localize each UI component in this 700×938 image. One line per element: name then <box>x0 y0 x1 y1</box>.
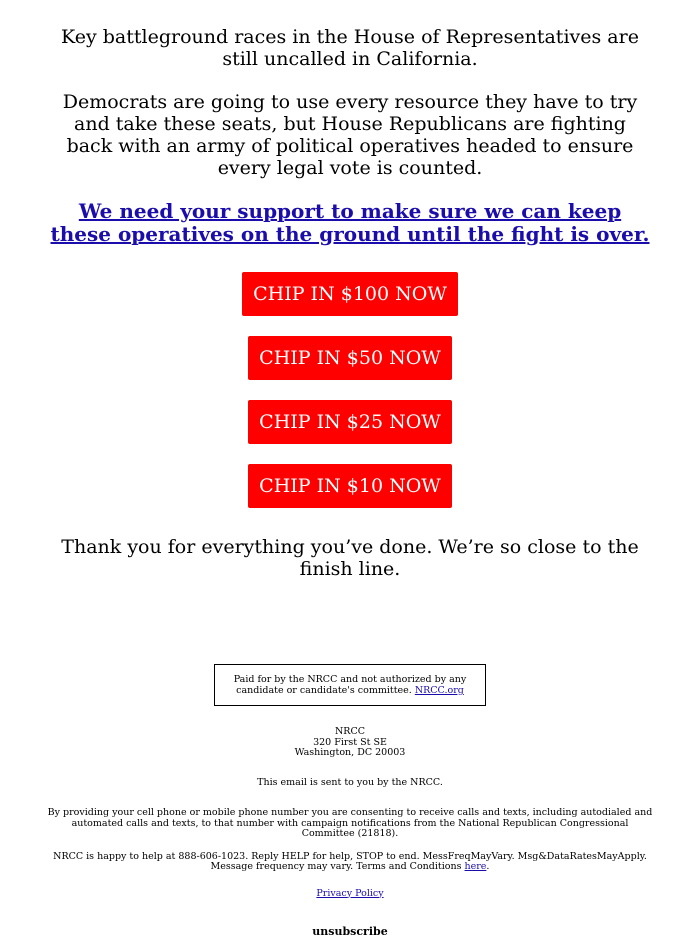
unsubscribe-section <box>50 925 650 938</box>
chip-in-50-button[interactable]: CHIP IN $50 NOW <box>248 336 452 380</box>
mailing-address <box>50 727 650 759</box>
help-text-body: NRCC is happy to help at 888-606-1023. Reply HELP for help, STOP to end. MessFreqMayVary. Msg&DataRatesMayApply. Message frequency may vary. Terms and Conditions <box>53 850 647 872</box>
nrcc-site-link[interactable]: NRCC.org <box>414 685 464 696</box>
donation-buttons <box>50 272 650 528</box>
chip-in-25-button[interactable]: CHIP IN $25 NOW <box>248 400 452 444</box>
address-line-3: Washington, DC 20003 <box>294 747 406 758</box>
chip-in-10-button[interactable]: CHIP IN $10 NOW <box>248 464 452 508</box>
address-line-2: 320 First St SE <box>313 736 387 748</box>
privacy-policy-link[interactable]: Privacy Policy <box>316 887 384 899</box>
sent-notice: This email is sent to you by the NRCC. <box>257 776 443 788</box>
intro-paragraph-2: Democrats are going to use every resource they have to try and take these seats, but House Republicans are fighting back with an army of political operatives headed to ensure every legal vote is counted. <box>62 91 638 179</box>
unsubscribe-link[interactable]: unsubscribe <box>312 925 388 938</box>
email-body <box>47 0 653 938</box>
support-callout-link[interactable]: We need your support to make sure we can keep these operatives on the ground until the fight is over. <box>50 199 650 246</box>
terms-link[interactable]: here <box>464 861 487 872</box>
chip-in-100-button[interactable]: CHIP IN $100 NOW <box>242 272 458 316</box>
paid-for-text: Paid for by the NRCC and not authorized by any candidate or candidate's committee. <box>233 674 467 696</box>
paid-for-disclaimer <box>214 664 486 706</box>
sms-consent-text: By providing your cell phone or mobile phone number you are consenting to receive calls and texts, including autodialed and automated calls and texts, to that number with campaign notifications from the National Republican Congressional Committee (21818). <box>47 807 653 839</box>
thank-you-message: Thank you for everything you’ve done. We’re so close to the finish line. <box>61 536 639 580</box>
address-line-1: NRCC <box>334 726 365 737</box>
intro-paragraph-1: Key battleground races in the House of Representatives are still uncalled in California. <box>61 26 639 70</box>
privacy-section <box>50 889 650 900</box>
help-text: NRCC is happy to help at 888-606-1023. Reply HELP for help, STOP to end. MessFreqMayVary. Msg&DataRatesMayApply. Message frequency may vary. Terms and Conditions here. <box>53 850 647 872</box>
